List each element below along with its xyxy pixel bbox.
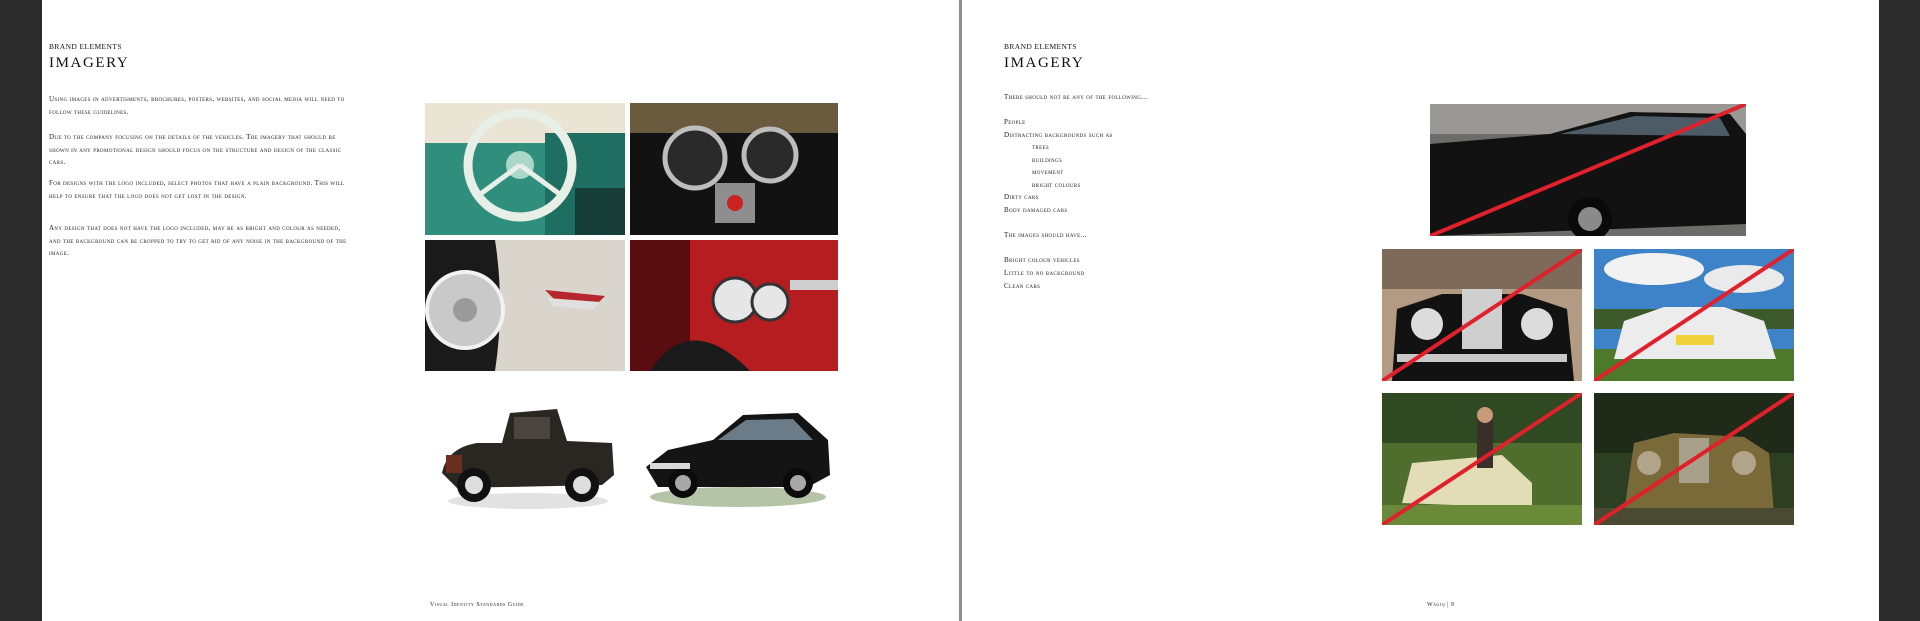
photo-silver-wheel-badge [425, 240, 625, 371]
photo-teal-steering-wheel [425, 103, 625, 235]
have-heading: The images should have... [1004, 231, 1087, 239]
avoid-subitem-bright-colours: bright colours [1032, 181, 1081, 189]
photo-bad-example-person [1382, 393, 1582, 525]
have-item-clean: Clean cars [1004, 282, 1041, 290]
photo-black-chrome-headlamps [630, 103, 838, 235]
right-page [962, 0, 1879, 621]
photo-bad-example-building-background [1382, 249, 1582, 381]
avoid-heading: There should not be any of the following... [1004, 93, 1148, 101]
section-label: BRAND ELEMENTS [49, 42, 122, 51]
avoid-item-damaged: Body damaged cars [1004, 206, 1068, 214]
paragraph-logo: For designs with the logo included, select photos that have a plain background. This will help to ensure that the logo does not get lost in the design. [49, 179, 345, 200]
avoid-subitem-trees: trees [1032, 143, 1050, 151]
photo-bad-example-dirty-car [1594, 393, 1794, 525]
avoid-item-dirty: Dirty cars [1004, 193, 1039, 201]
page-title: IMAGERY [1004, 55, 1085, 71]
avoid-item-people: People [1004, 118, 1026, 126]
avoid-subitem-movement: movement [1032, 168, 1064, 176]
paragraph-details: Due to the company focusing on the details of the vehicles. The imagery that should be shown in any promotional design should focus on the structure and design of the classic cars. [49, 133, 342, 166]
avoid-subitem-buildings: buildings [1032, 156, 1063, 164]
photo-vintage-pickup-truck [432, 393, 624, 513]
footer-page-number: Wagiq | 9 [1427, 602, 1455, 608]
section-label: BRAND ELEMENTS [1004, 42, 1077, 51]
photo-red-dashboard [630, 240, 838, 371]
left-page [42, 0, 959, 621]
paragraph-intro: Using images in advertisments, brochures, posters, websites, and social media will need to follow these guidelines. [49, 95, 345, 116]
paragraph-no-logo: Any design that does not have the logo included, may be as bright and colour as needed, and the background can be cropped to try to get rid of any noise in the background of the image. [49, 224, 347, 257]
footer-guide-title: Visual Identity Standards Guide [430, 602, 525, 608]
page-title: IMAGERY [49, 55, 130, 71]
photo-bad-example-sky-trees [1594, 249, 1794, 381]
photo-bad-example-reflections [1430, 104, 1746, 236]
photo-black-muscle-car [638, 395, 838, 511]
avoid-item-backgrounds: Distracting backgrounds such as [1004, 131, 1113, 139]
have-item-bright: Bright colour vehicles [1004, 256, 1080, 264]
have-item-background: Little to no background [1004, 269, 1085, 277]
